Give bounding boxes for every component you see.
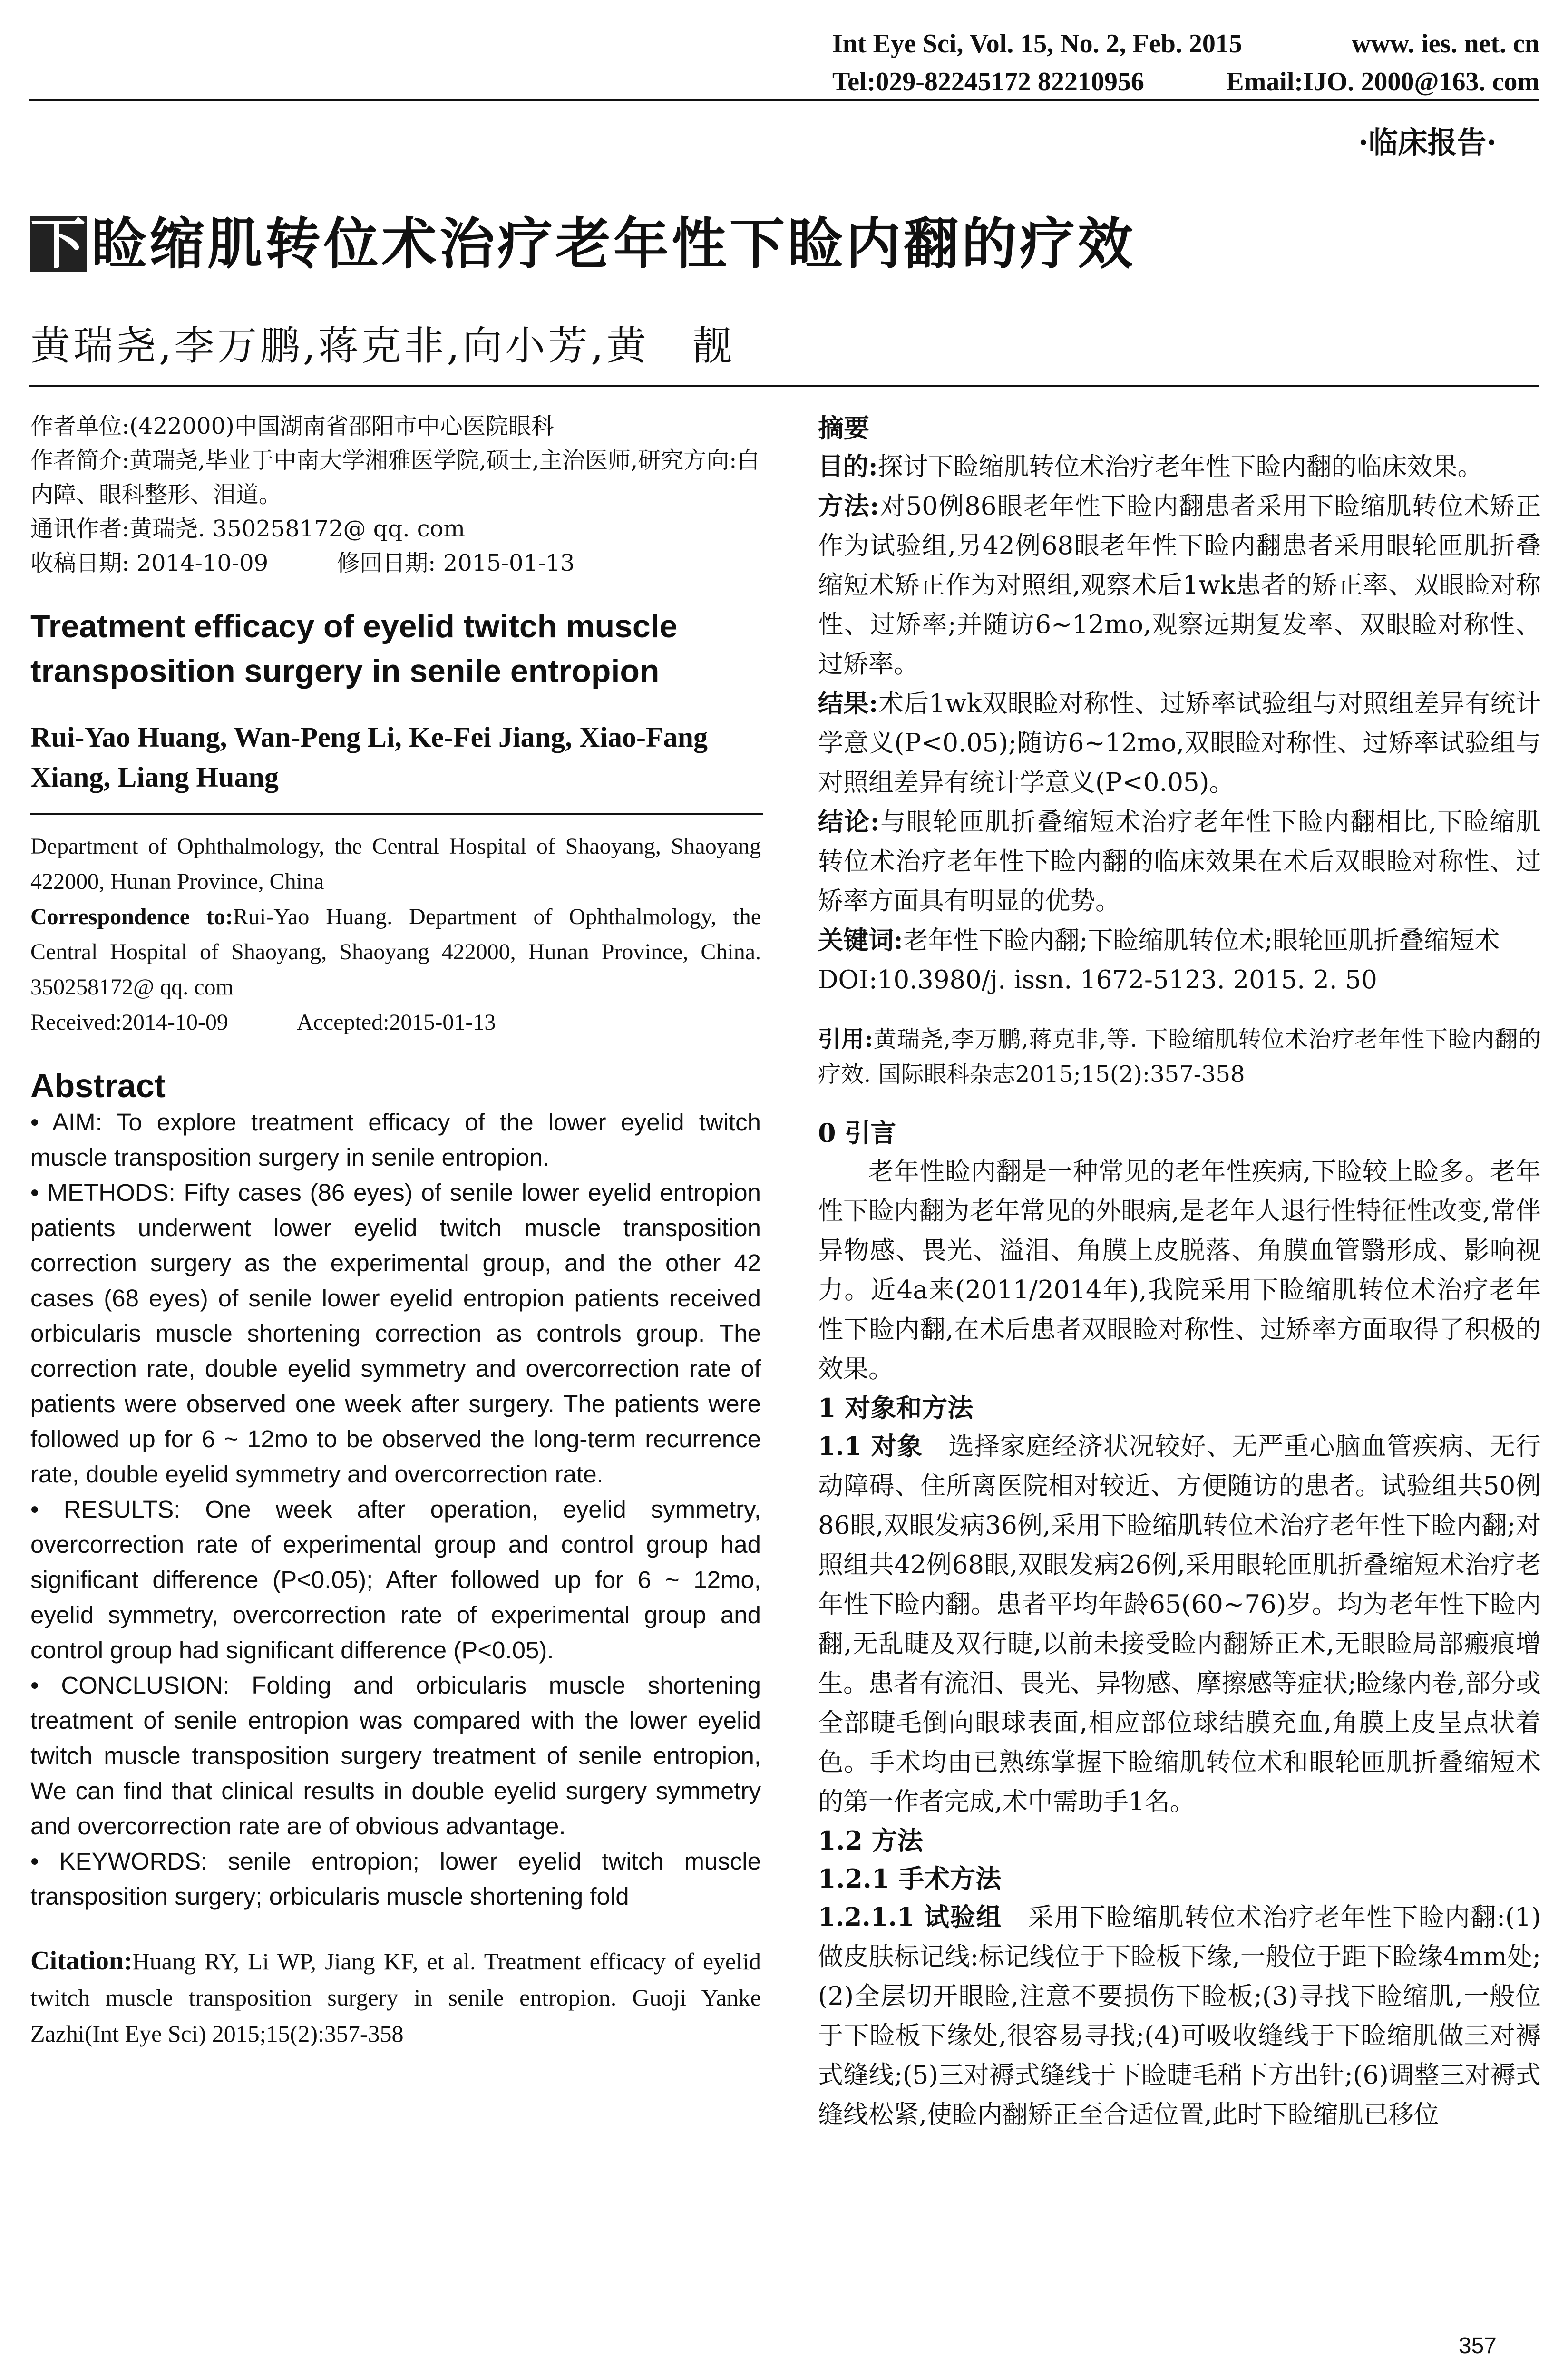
abstract-cn-conclusion-label: 结论:	[818, 807, 880, 837]
abstract-cn-aim-text: 探讨下睑缩肌转位术治疗老年性下睑内翻的临床效果。	[877, 452, 1483, 481]
abstract-cn-results	[818, 684, 1541, 802]
section-1-1	[818, 1427, 1541, 1822]
abstract-cn-heading: 摘要	[818, 413, 869, 443]
title-rule	[29, 385, 1539, 387]
section-1-2-1-heading: 1.2.1 手术方法	[818, 1863, 1002, 1894]
abstract-conclusion: • CONCLUSION: Folding and orbicularis muscle shortening treatment of senile entropion was compared with the lower eyelid twitch muscle transposition surgery treatment of senile entropion, We can find that clinical results in double eyelid surgery symmetry and overcorrection rate are of obvious advantage.	[30, 1672, 761, 1840]
article-title	[30, 200, 1505, 279]
citation-label: Citation:	[30, 1946, 133, 1976]
section-1-2-heading: 1.2 方法	[818, 1825, 923, 1856]
abstract-cn-results-label: 结果:	[818, 689, 878, 718]
abstract-results: • RESULTS: One week after operation, eyelid symmetry, overcorrection rate of experimental group and control group had significant difference (P<0.05); After followed up for 6 ~ 12mo, eyelid symmetry, overcorrection rate of experimental group and control group had significant difference (P<0.05).	[30, 1496, 761, 1664]
left-column	[30, 409, 761, 2052]
spacer	[818, 1092, 1541, 1114]
english-affiliation: Department of Ophthalmology, the Central Hospital of Shaoyang, Shaoyang 422000, Hunan Province, China	[30, 834, 761, 894]
chinese-citation-label: 引用:	[818, 1026, 873, 1052]
journal-tel: Tel:029-82245172 82210956	[832, 67, 1144, 97]
author-info-cn	[30, 409, 761, 580]
journal-email: Email:IJO. 2000@163. com	[1226, 67, 1539, 97]
section-1-1-text: 选择家庭经济状况较好、无严重心脑血管疾病、无行动障碍、住所离医院相对较近、方便随访的患者。试验组共50例86眼,双眼发病36例,采用下睑缩肌转位术治疗老年性下睑内翻;对照组共42例68眼,双眼发病26例,采用眼轮匝肌折叠缩短术治疗老年性下睑内翻。患者平均年龄65(60~76)岁。均为老年性下睑内翻,无乱睫及双行睫,以前未接受睑内翻矫正术,无眼睑局部瘢痕增生。患者有流泪、畏光、异物感、摩擦感等症状;睑缘内卷,部分或全部睫毛倒向眼球表面,相应部位球结膜充血,角膜上皮呈点状着色。手术均由已熟练掌握下睑缩肌转位术和眼轮匝肌折叠缩短术的第一作者完成,术中需助手1名。	[818, 1432, 1541, 1816]
doi: DOI:10.3980/j. issn. 1672-5123. 2015. 2. 50	[818, 965, 1377, 994]
english-correspondence	[30, 899, 761, 1005]
running-header	[29, 19, 1539, 105]
abstract-cn-aim	[818, 447, 1541, 487]
citation-text: Huang RY, Li WP, Jiang KF, et al. Treatment efficacy of eyelid twitch muscle transposition surgery in senile entropion. Guoji Yanke Zazhi(Int Eye Sci) 2015;15(2):357-358	[30, 1948, 761, 2047]
english-citation	[30, 1943, 761, 2052]
abstract-cn-methods-text: 对50例86眼老年性下睑内翻患者采用下睑缩肌转位术矫正作为试验组,另42例68眼老年性下睑内翻患者采用眼轮匝肌折叠缩短术矫正作为对照组,观察术后1wk患者的矫正率、双眼睑对称性、过矫率;并随访6~12mo,观察远期复发率、双眼睑对称性、过矫率。	[818, 492, 1541, 679]
correspondence-text: Rui-Yao Huang. Department of Ophthalmology, the Central Hospital of Shaoyang, Shaoyang 422000, Hunan Province, China. 350258172@ qq. com	[30, 904, 761, 1000]
english-authors: Rui-Yao Huang, Wan-Peng Li, Ke-Fei Jiang, Xiao-Fang Xiang, Liang Huang	[30, 721, 708, 793]
english-received: Received:2014-10-09 Accepted:2015-01-13	[30, 1010, 496, 1035]
info-affiliation: 作者单位:(422000)中国湖南省邵阳市中心医院眼科	[30, 413, 554, 439]
info-bio: 作者简介:黄瑞尧,毕业于中南大学湘雅医学院,硕士,主治医师,研究方向:白内障、眼科整形、泪道。	[30, 447, 760, 508]
chinese-citation-text: 黄瑞尧,李万鹏,蒋克非,等. 下睑缩肌转位术治疗老年性下睑内翻的疗效. 国际眼科杂志2015;15(2):357-358	[818, 1026, 1541, 1088]
chinese-citation	[818, 1022, 1541, 1092]
section-1-1-label: 1.1 对象	[818, 1432, 923, 1461]
intro-paragraph: 老年性睑内翻是一种常见的老年性疾病,下睑较上睑多。老年性下睑内翻为老年常见的外眼病,是老年人退行性特征性改变,常伴异物感、畏光、溢泪、角膜上皮脱落、角膜血管翳形成、影响视力。近4a来(2011/2014年),我院采用下睑缩肌转位术治疗老年性下睑内翻,在术后患者双眼睑对称性、过矫率方面取得了积极的效果。	[818, 1157, 1541, 1383]
correspondence-label: Correspondence to:	[30, 904, 233, 929]
abstract-aim: • AIM: To explore treatment efficacy of the lower eyelid twitch muscle transposition surgery in senile entropion.	[30, 1109, 761, 1171]
section-1-2-1-1-label: 1.2.1.1 试验组	[818, 1902, 1003, 1932]
title-text: 睑缩肌转位术治疗老年性下睑内翻的疗效	[91, 212, 1136, 276]
info-corresponding: 通讯作者:黄瑞尧. 350258172@ qq. com	[30, 516, 466, 542]
authors-chinese: 黄瑞尧,李万鹏,蒋克非,向小芳,黄 靓	[30, 322, 735, 369]
column-rule	[30, 813, 763, 815]
page-number: 357	[1458, 2333, 1497, 2358]
abstract-cn-conclusion	[818, 802, 1541, 921]
right-column	[818, 409, 1541, 2134]
section-1-2-1-1	[818, 1898, 1541, 2134]
abstract-cn-keywords-text: 老年性下睑内翻;下睑缩肌转位术;眼轮匝肌折叠缩短术	[903, 926, 1500, 955]
header-rule	[29, 99, 1539, 101]
section-tag: ·临床报告·	[1358, 125, 1497, 160]
english-affiliation-block	[30, 829, 761, 1040]
title-initial: 下	[30, 212, 88, 276]
abstract-cn-methods-label: 方法:	[818, 491, 879, 521]
intro-heading: 0 引言	[818, 1118, 896, 1148]
journal-website: www. ies. net. cn	[1351, 29, 1539, 58]
abstract-heading: Abstract	[30, 1067, 166, 1104]
spacer	[818, 1000, 1541, 1022]
abstract-cn-aim-label: 目的:	[818, 452, 878, 481]
abstract-keywords: • KEYWORDS: senile entropion; lower eyelid twitch muscle transposition surgery; orbicularis muscle shortening fold	[30, 1848, 761, 1910]
abstract-cn-methods	[818, 487, 1541, 684]
info-dates: 收稿日期: 2014-10-09 修回日期: 2015-01-13	[30, 550, 575, 576]
journal-citation: Int Eye Sci, Vol. 15, No. 2, Feb. 2015	[832, 29, 1242, 58]
abstract-cn-keywords-label: 关键词:	[818, 925, 903, 955]
abstract-methods: • METHODS: Fifty cases (86 eyes) of senile lower eyelid entropion patients underwent lower eyelid twitch muscle transposition correction surgery as the experimental group, and the other 42 cases (68 eyes) of senile lower eyelid entropion patients received orbicularis muscle shortening correction as controls group. The correction rate, double eyelid symmetry and overcorrection rate of patients were observed one week after surgery. The patients were followed up for 6 ~ 12mo to be observed the long-term recurrence rate, double eyelid symmetry and overcorrection rate.	[30, 1179, 761, 1488]
section-1-heading: 1 对象和方法	[818, 1393, 974, 1423]
section-1-2-1-1-text: 采用下睑缩肌转位术治疗老年性下睑内翻:(1)做皮肤标记线:标记线位于下睑板下缘,一般位于距下睑缘4mm处;(2)全层切开眼睑,注意不要损伤下睑板;(3)寻找下睑缩肌,一般位于下睑板下缘处,很容易寻找;(4)可吸收缝线于下睑缩肌做三对褥式缝线;(5)三对褥式缝线于下睑睫毛稍下方出针;(6)调整三对褥式缝线松紧,使睑内翻矫正至合适位置,此时下睑缩肌已移位	[818, 1903, 1541, 2129]
abstract-cn-results-text: 术后1wk双眼睑对称性、过矫率试验组与对照组差异有统计学意义(P<0.05);随访6~12mo,双眼睑对称性、过矫率试验组与对照组差异有统计学意义(P<0.05)。	[818, 689, 1541, 797]
english-title: Treatment efficacy of eyelid twitch muscle transposition surgery in senile entropion	[30, 608, 678, 689]
abstract-cn-keywords	[818, 921, 1541, 960]
abstract-cn-conclusion-text: 与眼轮匝肌折叠缩短术治疗老年性下睑内翻相比,下睑缩肌转位术治疗老年性下睑内翻的临床效果在术后双眼睑对称性、过矫率方面具有明显的优势。	[818, 808, 1541, 916]
